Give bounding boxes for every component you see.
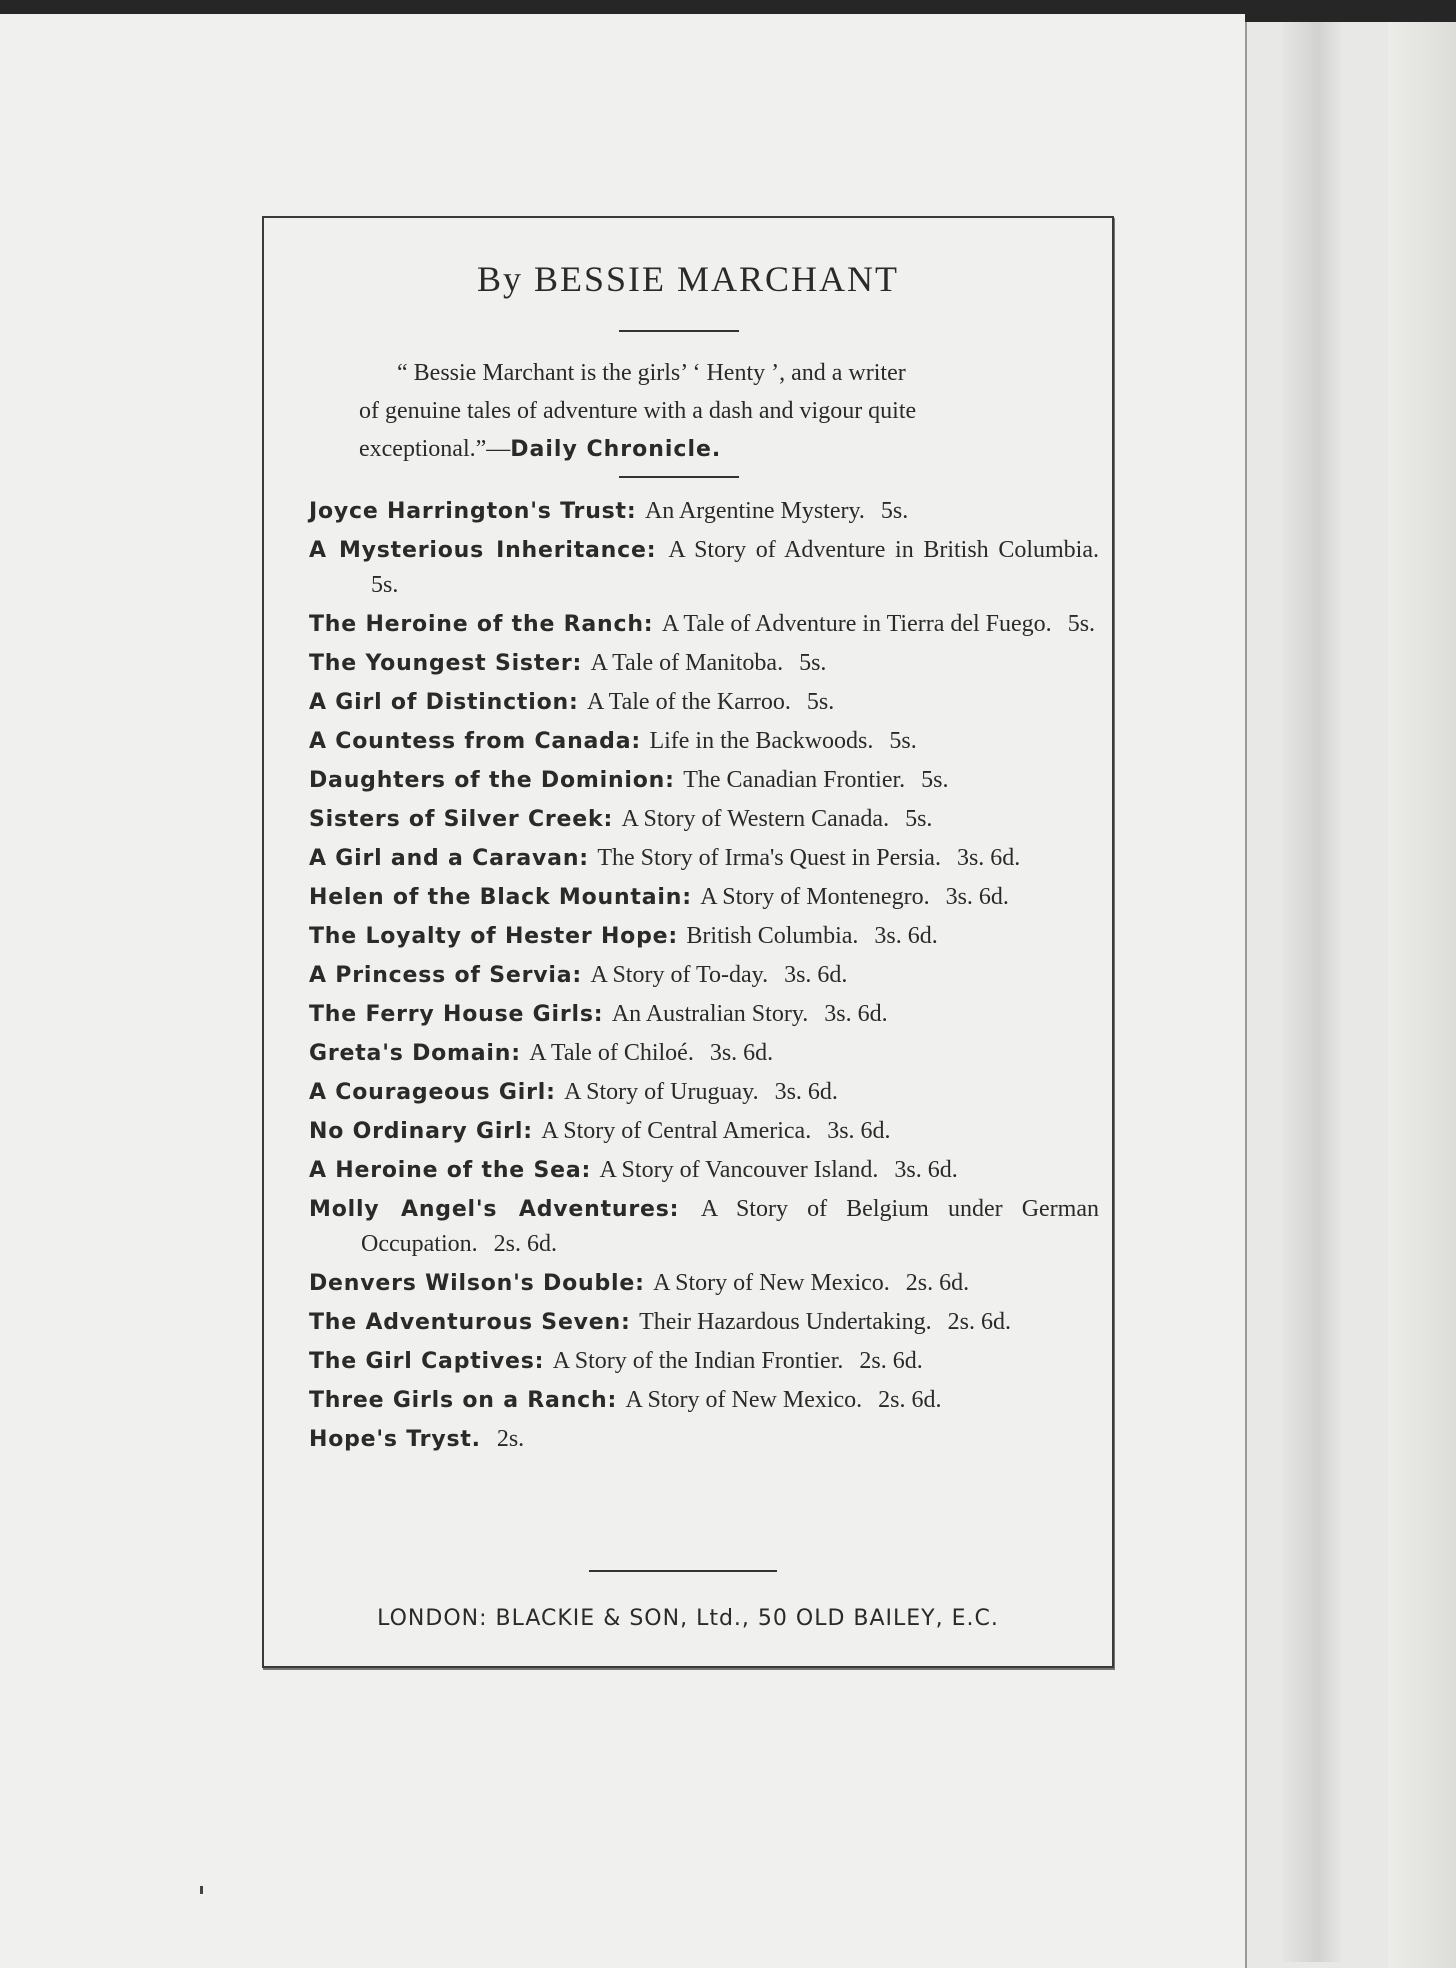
press-quote [359, 354, 919, 469]
book-description: A Story of Western Canada. [621, 806, 890, 832]
book-entry: No Ordinary Girl: A Story of Central America. 3s. 6d. [309, 1118, 891, 1144]
book-title: A Mysterious Inheritance [309, 538, 647, 563]
book-description: The Story of Irma's Quest in Persia. [597, 845, 941, 871]
book-description: Their Hazardous Undertaking. [639, 1309, 932, 1335]
book-title: A Girl and a Caravan [309, 846, 580, 871]
book-title: Molly Angel's Adventures [309, 1197, 670, 1222]
book-description: A Story of New Mexico. [625, 1387, 863, 1413]
book-entry: A Girl of Distinction: A Tale of the Karroo. 5s. [309, 689, 835, 715]
book-title: A Heroine of the Sea [309, 1158, 582, 1183]
book-description: Life in the Backwoods. [649, 728, 874, 754]
ink-speck [200, 1886, 203, 1894]
author-name: BESSIE MARCHANT [533, 259, 900, 299]
book-description: A Story of New Mexico. [653, 1270, 890, 1296]
book-entry: Denvers Wilson's Double: A Story of New Mexico. 2s. 6d. [309, 1270, 970, 1296]
book-title: Joyce Harrington's Trust [309, 499, 627, 524]
book-entry: The Youngest Sister: A Tale of Manitoba. 5s. [309, 650, 827, 676]
book-description: An Argentine Mystery. [644, 498, 865, 524]
book-price: 5s. [905, 806, 933, 832]
book-entry: A Mysterious Inheritance: A Story of Adventure in British Columbia. 5s. [309, 537, 1100, 598]
book-title: The Adventurous Seven [309, 1310, 621, 1335]
book-entry: A Princess of Servia: A Story of To-day. 3s. 6d. [309, 962, 848, 988]
book-entry: The Loyalty of Hester Hope: British Columbia. 3s. 6d. [309, 923, 938, 949]
book-title: Sisters of Silver Creek [309, 807, 604, 832]
book-price: 3s. 6d. [956, 845, 1021, 871]
book-price: 5s. [806, 689, 835, 715]
book-title: No Ordinary Girl [309, 1119, 524, 1144]
book-entry [309, 1422, 1099, 1457]
book-description: The Canadian Frontier. [683, 767, 906, 793]
book-title: A Girl of Distinction [309, 690, 569, 715]
book-price: 3s. 6d. [827, 1118, 891, 1144]
book-description: A Tale of Manitoba. [590, 650, 784, 676]
book-entry: Helen of the Black Mountain: A Story of Montenegro. 3s. 6d. [309, 884, 1009, 910]
book-price: 2s. 6d. [947, 1309, 1011, 1335]
book-entry: A Countess from Canada: Life in the Backwoods. 5s. [309, 728, 917, 754]
book-description: A Story of Uruguay. [564, 1079, 759, 1105]
page-edge-shade [1388, 22, 1456, 1968]
book-entry: The Heroine of the Ranch: A Tale of Adventure in Tierra del Fuego. 5s. [309, 611, 1096, 637]
book-entry: Molly Angel's Adventures: A Story of Belgium under German Occupation. 2s. 6d. [309, 1196, 1099, 1257]
imprint-text: LONDON: BLACKIE & SON, Ltd., 50 OLD BAILEY, E.C. [377, 1606, 999, 1631]
book-price: 3s. 6d. [945, 884, 1009, 910]
book-title: Helen of the Black Mountain [309, 885, 683, 910]
book-title: A Countess from Canada [309, 729, 632, 754]
book-description: A Story of Montenegro. [700, 884, 930, 910]
book-price: 5s. [921, 767, 949, 793]
adjacent-page-edge [1245, 22, 1456, 1968]
heading-rule [619, 330, 739, 332]
book-price: 3s. 6d. [894, 1157, 958, 1183]
book-price: 2s. 6d. [905, 1270, 970, 1296]
book-entry: Daughters of the Dominion: The Canadian Frontier. 5s. [309, 767, 949, 793]
publisher-imprint [264, 1606, 1112, 1631]
book-price: 5s. [889, 728, 917, 754]
book-price: 5s. [880, 498, 909, 524]
book-price: 5s. [799, 650, 827, 676]
book-title: The Ferry House Girls [309, 1002, 594, 1027]
book-title: The Girl Captives [309, 1349, 535, 1374]
book-price: 2s. 6d. [878, 1387, 942, 1413]
quote-text: “ Bessie Marchant is the girls’ ‘ Henty ’, and a writer of genuine tales of adventure with a dash and vigour quite exceptional.”— [359, 360, 917, 462]
book-title: Hope's Tryst. [309, 1427, 481, 1452]
book-description: British Columbia. [686, 923, 859, 949]
book-entry: A Girl and a Caravan: The Story of Irma's Quest in Persia. 3s. 6d. [309, 845, 1021, 871]
book-description: A Tale of Chiloé. [529, 1040, 694, 1066]
book-entry: The Girl Captives: A Story of the Indian Frontier. 2s. 6d. [309, 1348, 923, 1374]
book-price: 3s. 6d. [709, 1040, 774, 1066]
book-title: The Youngest Sister [309, 651, 573, 676]
book-description: A Tale of Adventure in Tierra del Fuego. [661, 611, 1052, 637]
book-description: An Australian Story. [611, 1001, 809, 1027]
book-title: Three Girls on a Ranch [309, 1388, 608, 1413]
book-description: A Tale of the Karroo. [587, 689, 791, 715]
book-description: A Story of Vancouver Island. [599, 1157, 879, 1183]
page-fold-shadow [1282, 22, 1342, 1962]
book-description: A Story of the Indian Frontier. [552, 1348, 844, 1374]
book-description: A Story of Central America. [541, 1118, 812, 1144]
book-price: 3s. 6d. [774, 1079, 838, 1105]
book-description: A Story of Adventure in British Columbia. [668, 537, 1100, 563]
book-price: 2s. 6d. [493, 1231, 557, 1257]
book-price: 2s. 6d. [859, 1348, 923, 1374]
book-title: Denvers Wilson's Double [309, 1271, 636, 1296]
book-entry: Sisters of Silver Creek: A Story of Western Canada. 5s. [309, 806, 933, 832]
book-entry: The Adventurous Seven: Their Hazardous Undertaking. 2s. 6d. [309, 1309, 1011, 1335]
book-list [309, 494, 1099, 1461]
book-entry: Greta's Domain: A Tale of Chiloé. 3s. 6d. [309, 1040, 774, 1066]
book-entry: Three Girls on a Ranch: A Story of New Mexico. 2s. 6d. [309, 1387, 942, 1413]
book-title: Daughters of the Dominion [309, 768, 666, 793]
book-price: 3s. 6d. [824, 1001, 888, 1027]
book-price: 2s. [496, 1426, 525, 1452]
book-title: A Princess of Servia [309, 963, 573, 988]
book-description: A Story of Belgium under German Occupation. [361, 1196, 1099, 1257]
book-price: 3s. 6d. [784, 962, 848, 988]
advertisement-frame [262, 216, 1114, 1668]
book-title: A Courageous Girl [309, 1080, 547, 1105]
book-entry: The Ferry House Girls: An Australian Story. 3s. 6d. [309, 1001, 888, 1027]
book-price: 5s. [371, 572, 399, 598]
book-description: A Story of To-day. [590, 962, 769, 988]
by-label: By [476, 259, 523, 299]
book-title: The Loyalty of Hester Hope [309, 924, 669, 949]
author-heading [264, 258, 1112, 300]
book-price: 3s. 6d. [874, 923, 938, 949]
quote-source: Daily Chronicle. [510, 437, 722, 462]
book-price: 5s. [1067, 611, 1096, 637]
book-entry: Joyce Harrington's Trust: An Argentine Mystery. 5s. [309, 498, 909, 524]
book-title: Greta's Domain [309, 1041, 512, 1066]
book-entry: A Heroine of the Sea: A Story of Vancouver Island. 3s. 6d. [309, 1157, 958, 1183]
footer-rule [589, 1570, 777, 1572]
quote-rule [619, 476, 739, 478]
book-entry: A Courageous Girl: A Story of Uruguay. 3s. 6d. [309, 1079, 838, 1105]
book-title: The Heroine of the Ranch [309, 612, 644, 637]
